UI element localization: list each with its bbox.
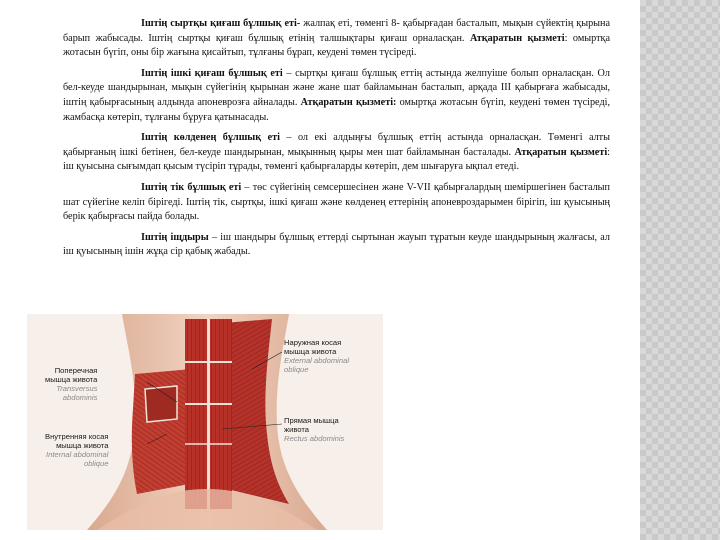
label-rectus-ru: Прямая мышца живота	[284, 416, 339, 434]
label-transverse	[45, 366, 97, 402]
label-rectus	[284, 416, 344, 443]
term: Іштің ішкі қиғаш бұлшық еті	[141, 67, 283, 79]
slide-text-body	[63, 17, 610, 266]
label-internal-oblique	[45, 432, 108, 468]
term: Іштің іщдыры	[141, 231, 209, 243]
function-text: : іш қуысына сығымдап қысым түсіріп тұрады, төменгі қабырғаларды көтеріп, дем шығаруға ықпал етеді.	[63, 146, 610, 173]
label-transverse-ru: Поперечная мышца живота	[45, 366, 98, 384]
decorative-checker-strip	[640, 0, 720, 540]
paragraph-text: – ол екі алдыңғы бұлшық еттің астында орналасқан. Төменгі алты қабырғаның ішкі бетінен, бел-кеуде шандырынан, мықынның қыры мен шат байламынан басталады.	[63, 132, 610, 158]
paragraph-text: – төс сүйегінің семсершесінен және V-VII қабырғалардың шеміршегінен басталып шат сүйегіне келіп бірігеді. Іштің тік, сыртқы, ішкі қиғаш және көлденең еттерінің апоневроздарымен бірігіп, іш қуысының берік қабырғасы пайда болады.	[63, 181, 610, 223]
abdominal-muscles-figure	[27, 314, 383, 530]
paragraph-text: – іш шандыры бұлшық еттерді сыртынан жауып тұратын кеуде шандырының жалғасы, ал іш қуысының ішін жұқа сір қабық жабады.	[63, 231, 610, 258]
rectus-left	[185, 319, 207, 509]
paragraph-transverse	[63, 131, 610, 175]
paragraph-external-oblique	[63, 17, 610, 61]
function-label: Атқаратын қызметі	[514, 146, 608, 158]
term: Іштің сыртқы қиғаш бұлшық еті-	[141, 18, 301, 29]
paragraph-fascia	[63, 231, 610, 260]
paragraph-text: жалпақ еті, төменгі 8- қабырғадан басталып, мықын сүйектің қырына барып жабысады. Іштің сыртқы қиғаш бұлшық етінің талшықтары қиғаш орналасқан.	[63, 18, 610, 44]
label-external-lat: External abdominal oblique	[284, 356, 350, 374]
function-label: Атқаратын қызметі:	[300, 96, 397, 108]
label-rectus-lat: Rectus abdominis	[284, 434, 345, 443]
function-text: омыртқа жотасын бүгіп, кеудені төмен түсіреді, жамбасқа көтеріп, тұлғаны бұруға қатынасады.	[63, 96, 611, 123]
term: Іштің тік бұлшық еті	[141, 181, 242, 193]
paragraph-text: – сыртқы қиғаш бұлшық еттің астында желпуіше болып орналасқан. Ол бел-кеуде шандырынан, мықын сүйегінің қырынан және жане шат байламынан басталып, арқада III қабырғаға жабысады, іштің қабырғасының алдында апоневрозға айналады.	[63, 67, 610, 108]
label-external-ru: Наружная косая мышца живота	[284, 338, 342, 356]
term: Іштің көлденең бұлшық еті	[141, 132, 280, 144]
rectus-right	[210, 319, 232, 509]
label-internal-lat: Internal abdominal oblique	[45, 450, 109, 468]
label-external-oblique	[284, 338, 349, 374]
paragraph-rectus	[63, 181, 610, 225]
label-transverse-lat: Transversus abdominis	[56, 384, 98, 402]
function-label: Атқаратын қызметі	[469, 32, 565, 44]
paragraph-internal-oblique	[63, 67, 610, 125]
function-text: : омыртқа жотасын бүгіп, оны бір жағына қисайтып, тұлғаны бұрап, кеудені төмен түсіреді.	[63, 32, 611, 59]
label-internal-ru: Внутренняя косая мышца живота	[45, 432, 109, 450]
